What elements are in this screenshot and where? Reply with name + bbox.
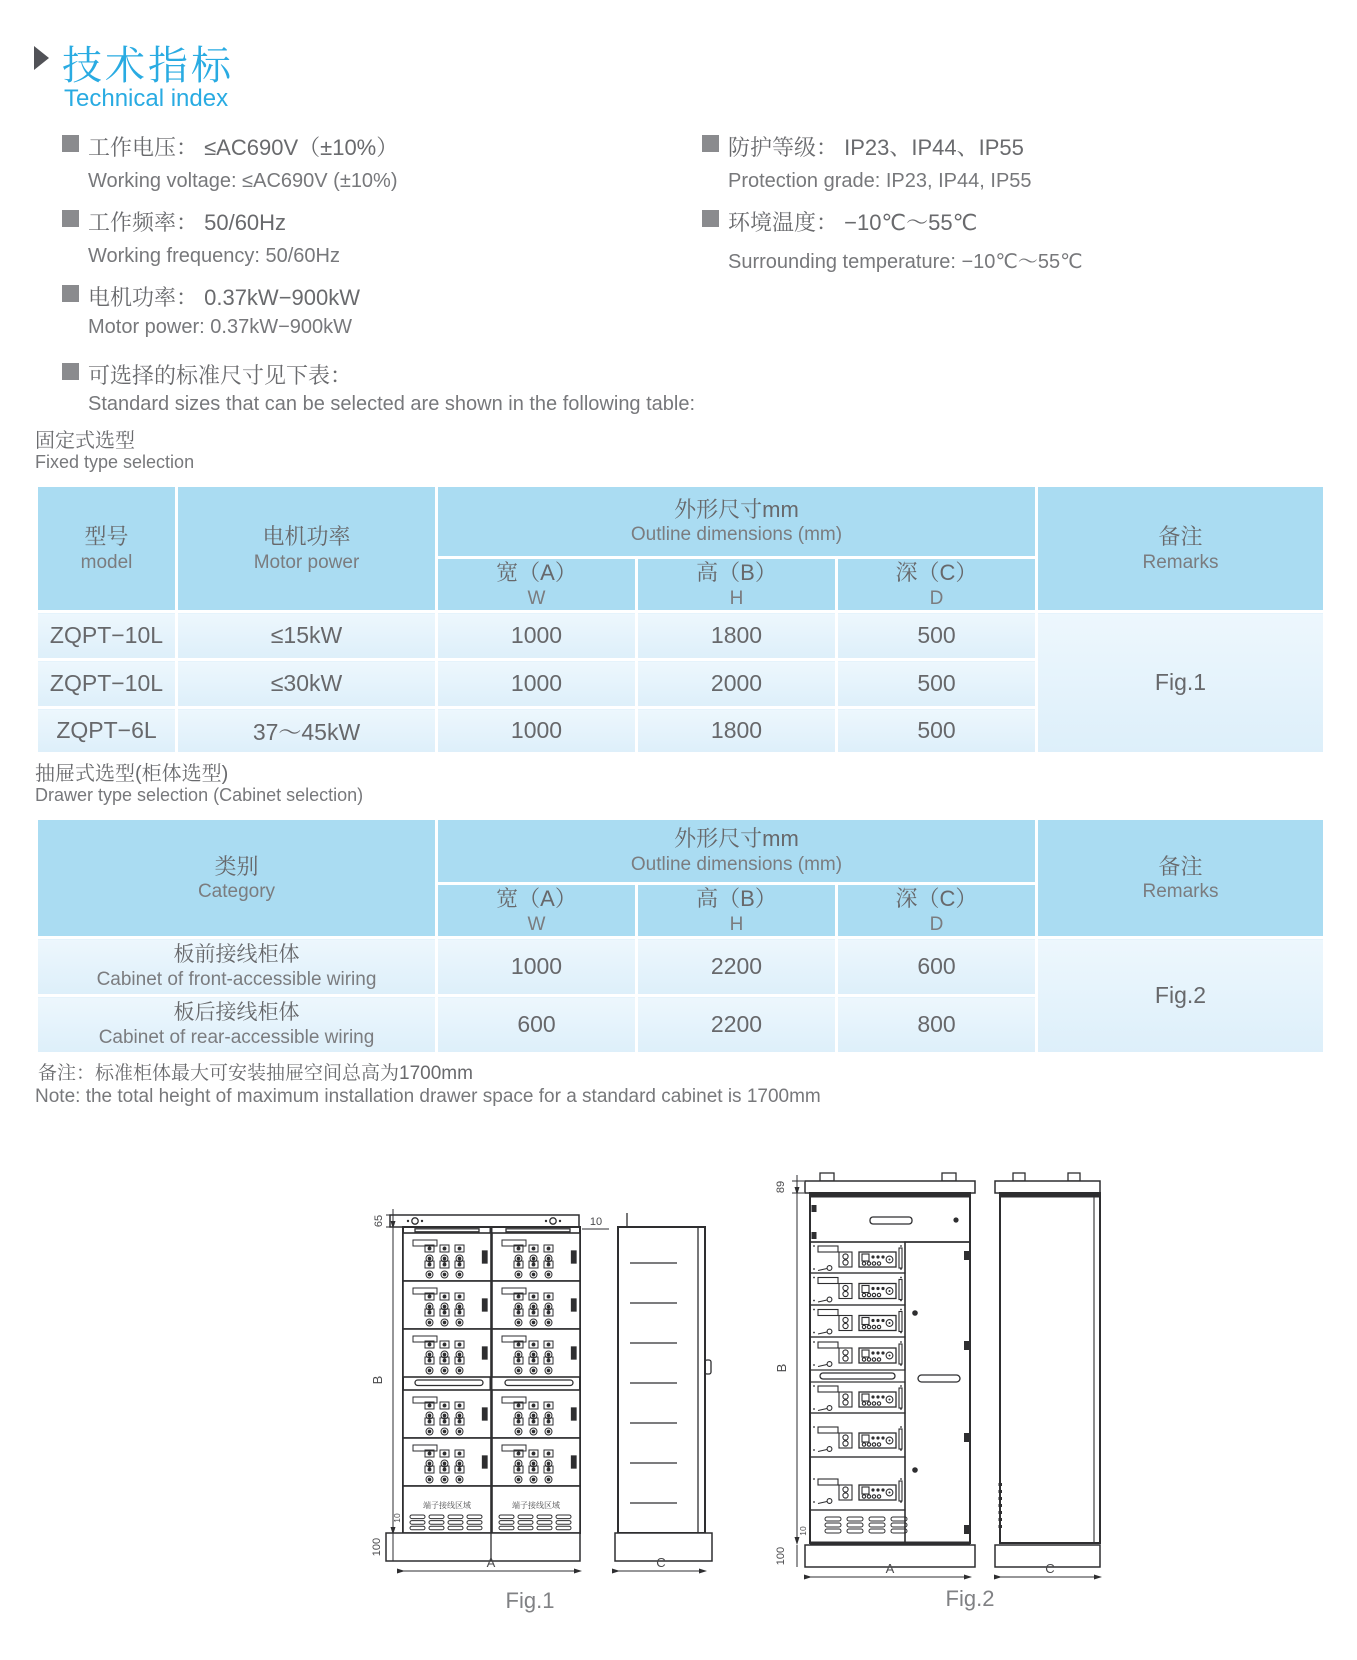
terminal-area-label: 端子接线区域 <box>512 1501 560 1510</box>
fig1-front-view <box>386 1215 580 1561</box>
table-row: 板前接线柜体 Cabinet of front-accessible wiring 1000 2200 600 Fig.2 <box>37 938 1325 996</box>
col-header-width: 宽（A） W <box>437 884 637 938</box>
col-header-model: 型号 model <box>37 486 177 612</box>
bullet-icon <box>62 135 79 152</box>
col-header-width: 宽（A） W <box>437 558 637 612</box>
fig2-cabinet-drawing <box>770 1165 1130 1625</box>
drawer-type-table <box>35 817 1323 1055</box>
spec-working-voltage-en: Working voltage: ≤AC690V (±10%) <box>88 170 398 192</box>
fig1-caption: Fig.1 <box>505 1588 555 1613</box>
fig1-cabinet-drawing <box>360 1195 730 1615</box>
col-header-depth: 深（C） D <box>837 884 1037 938</box>
dim-C: C <box>1045 1561 1055 1576</box>
spec-surrounding-temperature-en: Surrounding temperature: −10℃～55℃ <box>728 251 1083 273</box>
col-header-height: 高（B） H <box>637 558 837 612</box>
col-header-remarks: 备注 Remarks <box>1037 486 1325 612</box>
fig2-front-view <box>805 1173 975 1567</box>
spec-working-frequency-cn: 工作频率： 50/60Hz <box>88 210 287 235</box>
dim-10-small: 10 <box>798 1526 808 1536</box>
spec-protection-grade-cn: 防护等级： IP23、IP44、IP55 <box>728 135 1024 160</box>
col-header-depth: 深（C） D <box>837 558 1037 612</box>
dim-A: A <box>486 1555 496 1570</box>
fixed-table-section-title-en: Fixed type selection <box>35 452 195 472</box>
col-header-remarks: 备注 Remarks <box>1037 819 1325 938</box>
dim-A: A <box>885 1561 895 1576</box>
dim-100: 100 <box>371 1537 383 1557</box>
col-header-motor-power: 电机功率 Motor power <box>177 486 437 612</box>
dim-10-small: 10 <box>392 1513 402 1523</box>
dim-C: C <box>656 1555 666 1570</box>
note-en: Note: the total height of maximum installation drawer space for a standard cabinet is 1700mm <box>35 1086 821 1107</box>
fig2-side-view <box>995 1173 1100 1567</box>
bullet-icon <box>62 363 79 380</box>
dim-65: 65 <box>373 1214 385 1228</box>
remark-cell: Fig.1 <box>1037 612 1325 754</box>
spec-motor-power-en: Motor power: 0.37kW−900kW <box>88 316 352 338</box>
dim-10: 10 <box>589 1216 603 1228</box>
col-header-height: 高（B） H <box>637 884 837 938</box>
section-arrow-icon <box>34 46 49 70</box>
spec-working-voltage-cn: 工作电压： ≤AC690V（±10%） <box>88 135 399 160</box>
dim-89: 89 <box>775 1180 787 1194</box>
spec-motor-power-cn: 电机功率： 0.37kW−900kW <box>88 285 361 310</box>
fig1-side-view <box>615 1213 712 1561</box>
dim-100: 100 <box>775 1546 787 1566</box>
fixed-table-section-title-cn: 固定式选型 <box>35 430 135 452</box>
dim-B: B <box>370 1375 385 1385</box>
col-header-outline-dimensions: 外形尺寸mm Outline dimensions (mm) <box>437 819 1037 884</box>
terminal-area-label: 端子接线区域 <box>423 1501 471 1510</box>
col-header-outline-dimensions: 外形尺寸mm Outline dimensions (mm) <box>437 486 1037 558</box>
bullet-icon <box>702 135 719 152</box>
spec-protection-grade-en: Protection grade: IP23, IP44, IP55 <box>728 170 1032 192</box>
page-title: 技术指标 <box>62 44 234 88</box>
spec-standard-sizes-en: Standard sizes that can be selected are shown in the following table: <box>88 393 696 415</box>
table-row: ZQPT−10L ≤15kW 1000 1800 500 Fig.1 <box>37 612 1325 660</box>
spec-working-frequency-en: Working frequency: 50/60Hz <box>88 245 340 267</box>
col-header-category: 类别 Category <box>37 819 437 938</box>
fig2-caption: Fig.2 <box>945 1586 995 1611</box>
table-row: ZQPT−10L ≤30kW 1000 2000 500 <box>37 660 1325 708</box>
table-row: ZQPT−6L 37～45kW 1000 1800 500 <box>37 708 1325 754</box>
spec-surrounding-temperature-cn: 环境温度： −10℃～55℃ <box>728 210 978 235</box>
page-subtitle: Technical index <box>64 85 229 112</box>
drawer-table-section-title-cn: 抽屉式选型(柜体选型) <box>35 763 229 785</box>
bullet-icon <box>62 285 79 302</box>
spec-standard-sizes-cn: 可选择的标准尺寸见下表： <box>88 363 353 388</box>
note-cn: 备注：标准柜体最大可安装抽屉空间总高为1700mm <box>38 1063 473 1084</box>
category-cell: 板后接线柜体 Cabinet of rear-accessible wiring <box>37 996 437 1054</box>
bullet-icon <box>62 210 79 227</box>
bullet-icon <box>702 210 719 227</box>
fixed-type-table <box>35 484 1323 755</box>
drawer-table-section-title-en: Drawer type selection (Cabinet selection) <box>35 785 364 805</box>
table-row: 板后接线柜体 Cabinet of rear-accessible wiring 600 2200 800 <box>37 996 1325 1054</box>
remark-cell: Fig.2 <box>1037 938 1325 1054</box>
category-cell: 板前接线柜体 Cabinet of front-accessible wiring <box>37 938 437 996</box>
dim-B: B <box>774 1363 789 1373</box>
